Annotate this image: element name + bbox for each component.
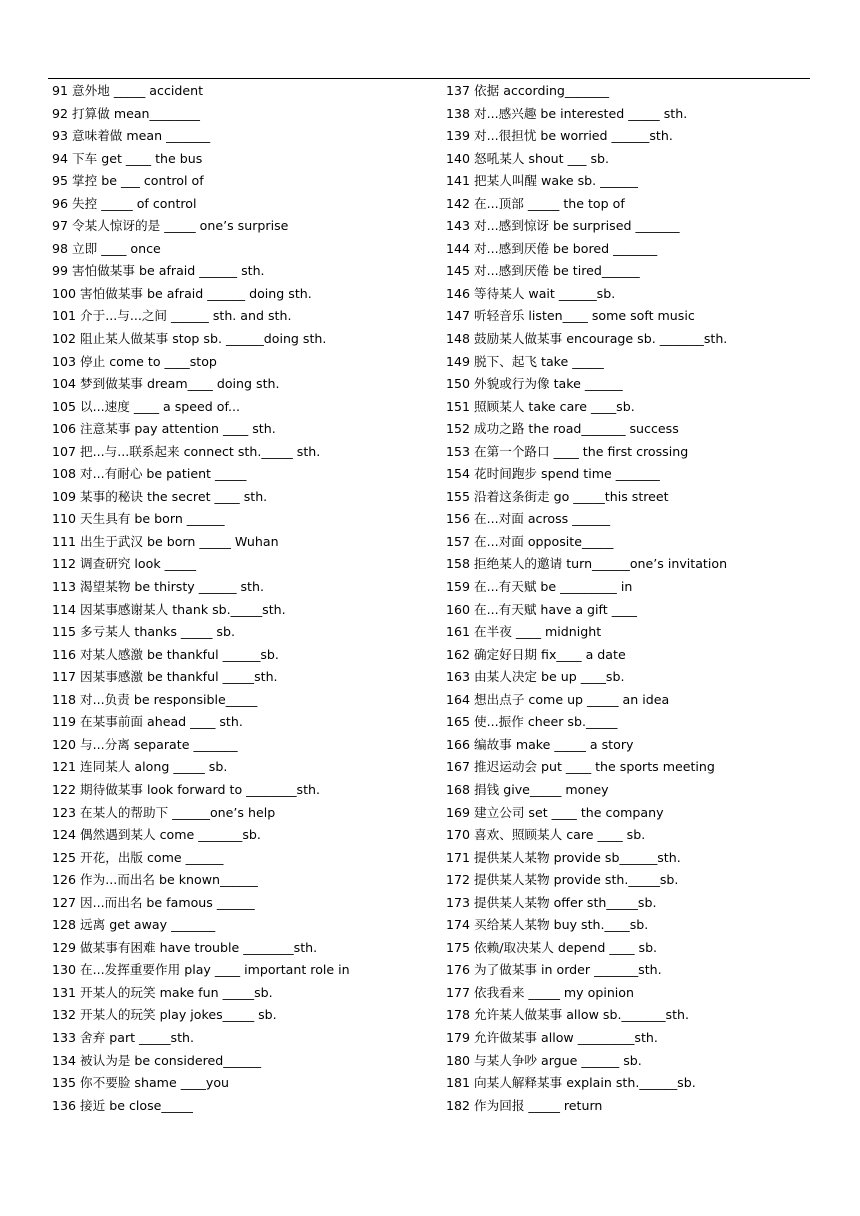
phrase-item: 151 照顾某人 take care ____sb. <box>446 398 635 414</box>
phrase-item: 144 对...感到厌倦 be bored _______ <box>446 240 658 256</box>
phrase-item: 111 出生于武汉 be born _____ Wuhan <box>52 533 279 549</box>
phrase-item: 145 对...感到厌倦 be tired______ <box>446 263 640 279</box>
phrase-item: 96 失控 _____ of control <box>52 195 197 211</box>
phrase-item: 105 以...速度 ____ a speed of... <box>52 398 241 414</box>
phrase-item: 174 买给某人某物 buy sth.____sb. <box>446 917 649 933</box>
phrase-item: 157 在...对面 opposite_____ <box>446 533 614 549</box>
phrase-item: 172 提供某人某物 provide sth._____sb. <box>446 872 679 888</box>
phrase-item: 124 偶然遇到某人 come _______sb. <box>52 827 261 843</box>
phrase-item: 178 允许某人做某事 allow sb._______sth. <box>446 1007 690 1023</box>
phrase-item: 137 依据 according_______ <box>446 83 610 98</box>
phrase-item: 133 舍弃 part _____sth. <box>52 1029 195 1045</box>
phrase-item: 180 与某人争吵 argue ______ sb. <box>446 1052 642 1068</box>
phrase-item: 136 接近 be close_____ <box>52 1097 193 1113</box>
phrase-item: 130 在...发挥重要作用 play ____ important role in <box>52 962 350 978</box>
phrase-item: 158 拒绝某人的邀请 turn______one’s invitation <box>446 556 728 572</box>
phrase-item: 166 编故事 make _____ a story <box>446 736 634 752</box>
phrase-item: 148 鼓励某人做某事 encourage sb. _______sth. <box>446 331 728 347</box>
phrase-item: 134 被认为是 be considered______ <box>52 1052 262 1068</box>
left-column-list <box>52 80 437 1117</box>
phrase-item: 129 做某事有困难 have trouble ________sth. <box>52 939 318 955</box>
phrase-item: 139 对...很担忧 be worried ______sth. <box>446 128 673 144</box>
phrase-item: 159 在...有天赋 be _________ in <box>446 579 633 595</box>
phrase-item: 114 因某事感谢某人 thank sb._____sth. <box>52 601 286 617</box>
phrase-item: 153 在第一个路口 ____ the first crossing <box>446 443 689 459</box>
phrase-item: 163 由某人决定 be up ____sb. <box>446 669 625 685</box>
phrase-item: 98 立即 ____ once <box>52 240 161 256</box>
phrase-item: 116 对某人感激 be thankful ______sb. <box>52 646 279 662</box>
phrase-item: 94 下车 get ____ the bus <box>52 150 203 166</box>
phrase-item: 97 令某人惊讶的是 _____ one’s surprise <box>52 218 289 234</box>
phrase-item: 108 对...有耐心 be patient _____ <box>52 466 247 482</box>
phrase-item: 103 停止 come to ____stop <box>52 353 217 369</box>
phrase-item: 95 掌控 be ___ control of <box>52 173 204 189</box>
phrase-item: 118 对...负责 be responsible_____ <box>52 691 258 707</box>
phrase-item: 109 某事的秘诀 the secret ____ sth. <box>52 488 268 504</box>
phrase-item: 113 渴望某物 be thirsty ______ sth. <box>52 579 264 595</box>
phrase-item: 117 因某事感激 be thankful _____sth. <box>52 669 278 685</box>
phrase-item: 122 期待做某事 look forward to ________sth. <box>52 781 321 797</box>
phrase-item: 181 向某人解释某事 explain sth.______sb. <box>446 1075 696 1091</box>
phrase-item: 100 害怕做某事 be afraid ______ doing sth. <box>52 285 312 301</box>
phrase-item: 161 在半夜 ____ midnight <box>446 624 602 640</box>
phrase-item: 154 花时间跑步 spend time _______ <box>446 466 660 482</box>
phrase-item: 107 把...与...联系起来 connect sth._____ sth. <box>52 443 321 459</box>
phrase-item: 140 怒吼某人 shout ___ sb. <box>446 150 610 166</box>
phrase-item: 165 使...振作 cheer sb._____ <box>446 714 618 730</box>
phrase-item: 175 依赖/取决某人 depend ____ sb. <box>446 939 658 955</box>
phrase-item: 164 想出点子 come up _____ an idea <box>446 691 670 707</box>
phrase-item: 152 成功之路 the road_______ success <box>446 421 679 437</box>
phrase-item: 146 等待某人 wait ______sb. <box>446 285 616 301</box>
phrase-item: 106 注意某事 pay attention ____ sth. <box>52 421 276 437</box>
phrase-item: 102 阻止某人做某事 stop sb. ______doing sth. <box>52 331 327 347</box>
phrase-item: 156 在...对面 across ______ <box>446 511 610 527</box>
phrase-item: 141 把某人叫醒 wake sb. ______ <box>446 173 638 189</box>
phrase-item: 170 喜欢、照顾某人 care ____ sb. <box>446 827 646 843</box>
phrase-item: 149 脱下、起飞 take _____ <box>446 353 604 369</box>
phrase-item: 126 作为...而出名 be known______ <box>52 872 258 888</box>
phrase-item: 173 提供某人某物 offer sth_____sb. <box>446 894 657 910</box>
phrase-item: 143 对...感到惊讶 be surprised _______ <box>446 218 680 234</box>
phrase-item: 101 介于...与...之间 ______ sth. and sth. <box>52 308 292 324</box>
phrase-item: 147 听轻音乐 listen____ some soft music <box>446 308 695 324</box>
phrase-item: 99 害怕做某事 be afraid ______ sth. <box>52 263 265 279</box>
phrase-item: 171 提供某人某物 provide sb______sth. <box>446 849 681 865</box>
phrase-item: 92 打算做 mean________ <box>52 105 200 121</box>
phrase-item: 128 远离 get away _______ <box>52 917 216 933</box>
phrase-item: 110 天生具有 be born ______ <box>52 511 225 527</box>
phrase-item: 93 意味着做 mean _______ <box>52 128 211 144</box>
phrase-item: 112 调查研究 look _____ <box>52 556 197 572</box>
phrase-item: 160 在...有天赋 have a gift ____ <box>446 601 637 617</box>
phrase-item: 127 因...而出名 be famous ______ <box>52 894 255 910</box>
phrase-item: 131 开某人的玩笑 make fun _____sb. <box>52 984 273 1000</box>
phrase-item: 169 建立公司 set ____ the company <box>446 804 664 820</box>
phrase-item: 132 开某人的玩笑 play jokes_____ sb. <box>52 1007 277 1023</box>
phrase-item: 142 在...顶部 _____ the top of <box>446 195 625 211</box>
phrase-item: 104 梦到做某事 dream____ doing sth. <box>52 376 280 392</box>
phrase-item: 138 对...感兴趣 be interested _____ sth. <box>446 105 688 121</box>
phrase-item: 120 与...分离 separate _______ <box>52 736 238 752</box>
phrase-item: 115 多亏某人 thanks _____ sb. <box>52 624 235 640</box>
phrase-item: 121 连同某人 along _____ sb. <box>52 759 228 775</box>
phrase-item: 155 沿着这条街走 go _____this street <box>446 488 669 504</box>
phrase-item: 125 开花，出版 come ______ <box>52 849 224 865</box>
right-column-list <box>446 80 810 1117</box>
phrase-item: 91 意外地 _____ accident <box>52 83 204 98</box>
phrase-item: 135 你不要脸 shame ____you <box>52 1075 230 1091</box>
phrase-item: 167 推迟运动会 put ____ the sports meeting <box>446 759 715 775</box>
phrase-item: 168 捐钱 give_____ money <box>446 781 609 797</box>
phrase-item: 177 依我看来 _____ my opinion <box>446 984 634 1000</box>
phrase-item: 176 为了做某事 in order _______sth. <box>446 962 662 978</box>
phrase-item: 123 在某人的帮助下 ______one’s help <box>52 804 276 820</box>
top-divider-line <box>48 78 810 79</box>
phrase-item: 150 外貌或行为像 take ______ <box>446 376 623 392</box>
phrase-item: 162 确定好日期 fix____ a date <box>446 646 626 662</box>
phrase-item: 182 作为回报 _____ return <box>446 1097 603 1113</box>
phrase-item: 179 允许做某事 allow _________sth. <box>446 1029 658 1045</box>
phrase-item: 119 在某事前面 ahead ____ sth. <box>52 714 243 730</box>
